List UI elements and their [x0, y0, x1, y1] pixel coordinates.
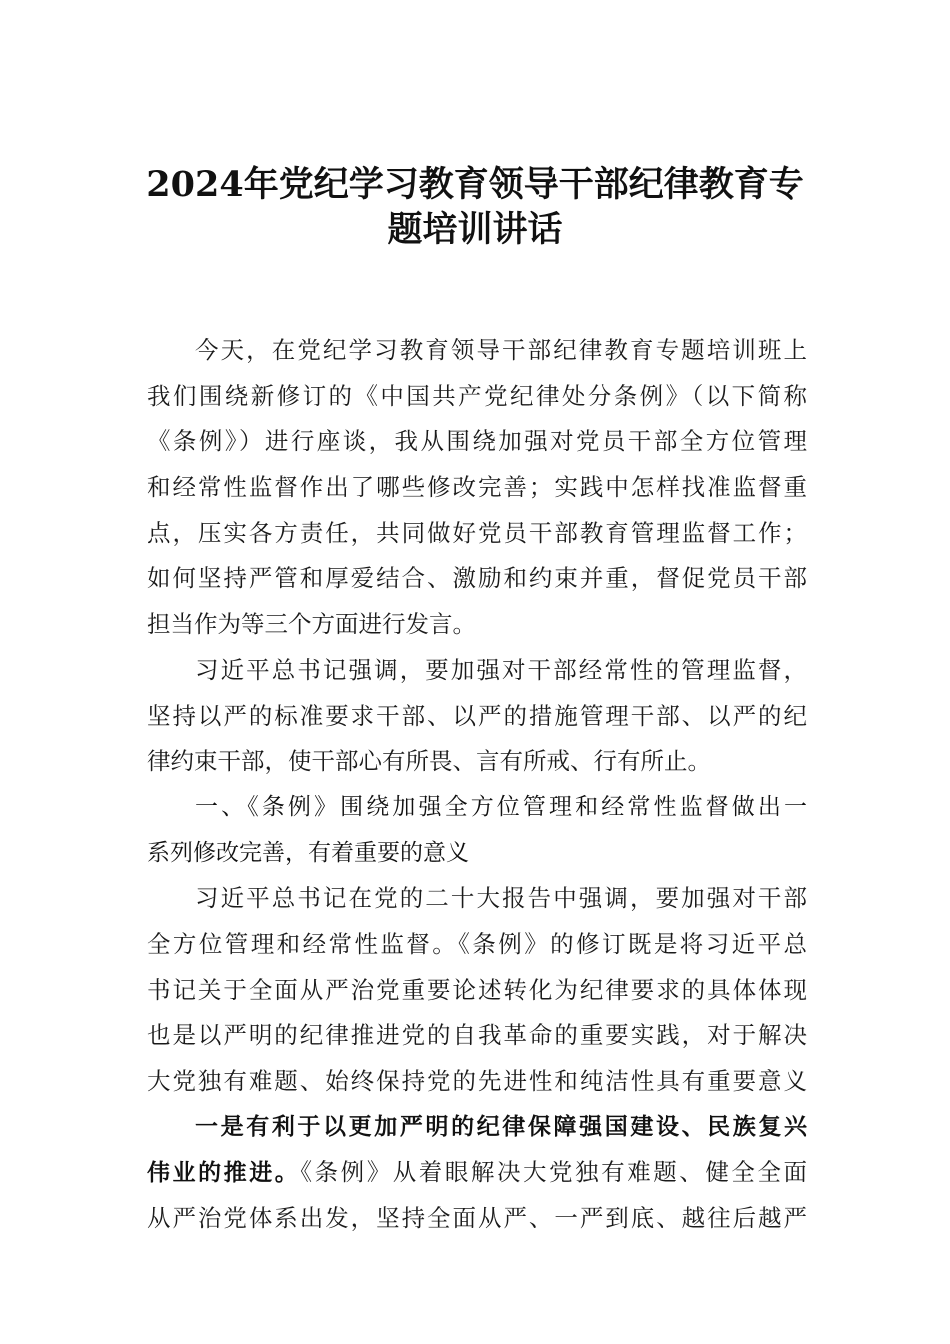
section-heading-line: 一、《条例》围绕加强全方位管理和经常性监督做出一	[195, 793, 807, 820]
body-line: 今天，在党纪学习教育领导干部纪律教育专题培训班上	[195, 336, 807, 364]
document-title-line-2: 题培训讲话	[387, 209, 563, 250]
body-line: 大党独有难题、始终保持党的先进性和纯洁性具有重要意义	[147, 1067, 807, 1095]
body-line: 书记关于全面从严治党重要论述转化为纪律要求的具体体现	[147, 975, 807, 1004]
bold-point-lead: 伟业的推进。	[147, 1160, 301, 1187]
mixed-line	[147, 1150, 807, 1196]
body-line: 习近平总书记强调，要加强对干部经常性的管理监督，	[195, 655, 807, 684]
body-line: 我们围绕新修订的《中国共产党纪律处分条例》（以下简称	[147, 381, 807, 410]
body-line: 担当作为等三个方面进行发言。	[147, 610, 476, 639]
body-line: 习近平总书记在党的二十大报告中强调，要加强对干部	[195, 884, 807, 913]
document-title-line-1: 2024年党纪学习教育领导干部纪律教育专	[146, 164, 804, 205]
body-text: 《条例》从着眼解决大党独有难题、健全全面	[300, 1158, 807, 1187]
document-body	[147, 328, 807, 1242]
body-line: 如何坚持严管和厚爱结合、激励和约束并重，督促党员干部	[147, 564, 807, 593]
body-line: 从严治党体系出发，坚持全面从严、一严到底、越往后越严	[147, 1204, 807, 1233]
bold-point-line: 一是有利于以更加严明的纪律保障强国建设、民族复兴	[195, 1113, 807, 1140]
body-line: 和经常性监督作出了哪些修改完善；实践中怎样找准监督重	[147, 473, 807, 502]
section-heading-line: 系列修改完善，有着重要的意义	[147, 839, 469, 866]
body-line: 点，压实各方责任，共同做好党员干部教育管理监督工作；	[147, 518, 807, 547]
body-line: 《条例》）进行座谈，我从围绕加强对党员干部全方位管理	[147, 427, 807, 456]
body-line: 坚持以严的标准要求干部、以严的措施管理干部、以严的纪	[147, 701, 807, 730]
body-line: 律约束干部，使干部心有所畏、言有所戒、行有所止。	[147, 747, 711, 776]
body-line: 也是以严明的纪律推进党的自我革命的重要实践，对于解决	[147, 1021, 807, 1050]
body-line: 全方位管理和经常性监督。《条例》的修订既是将习近平总	[147, 929, 807, 958]
